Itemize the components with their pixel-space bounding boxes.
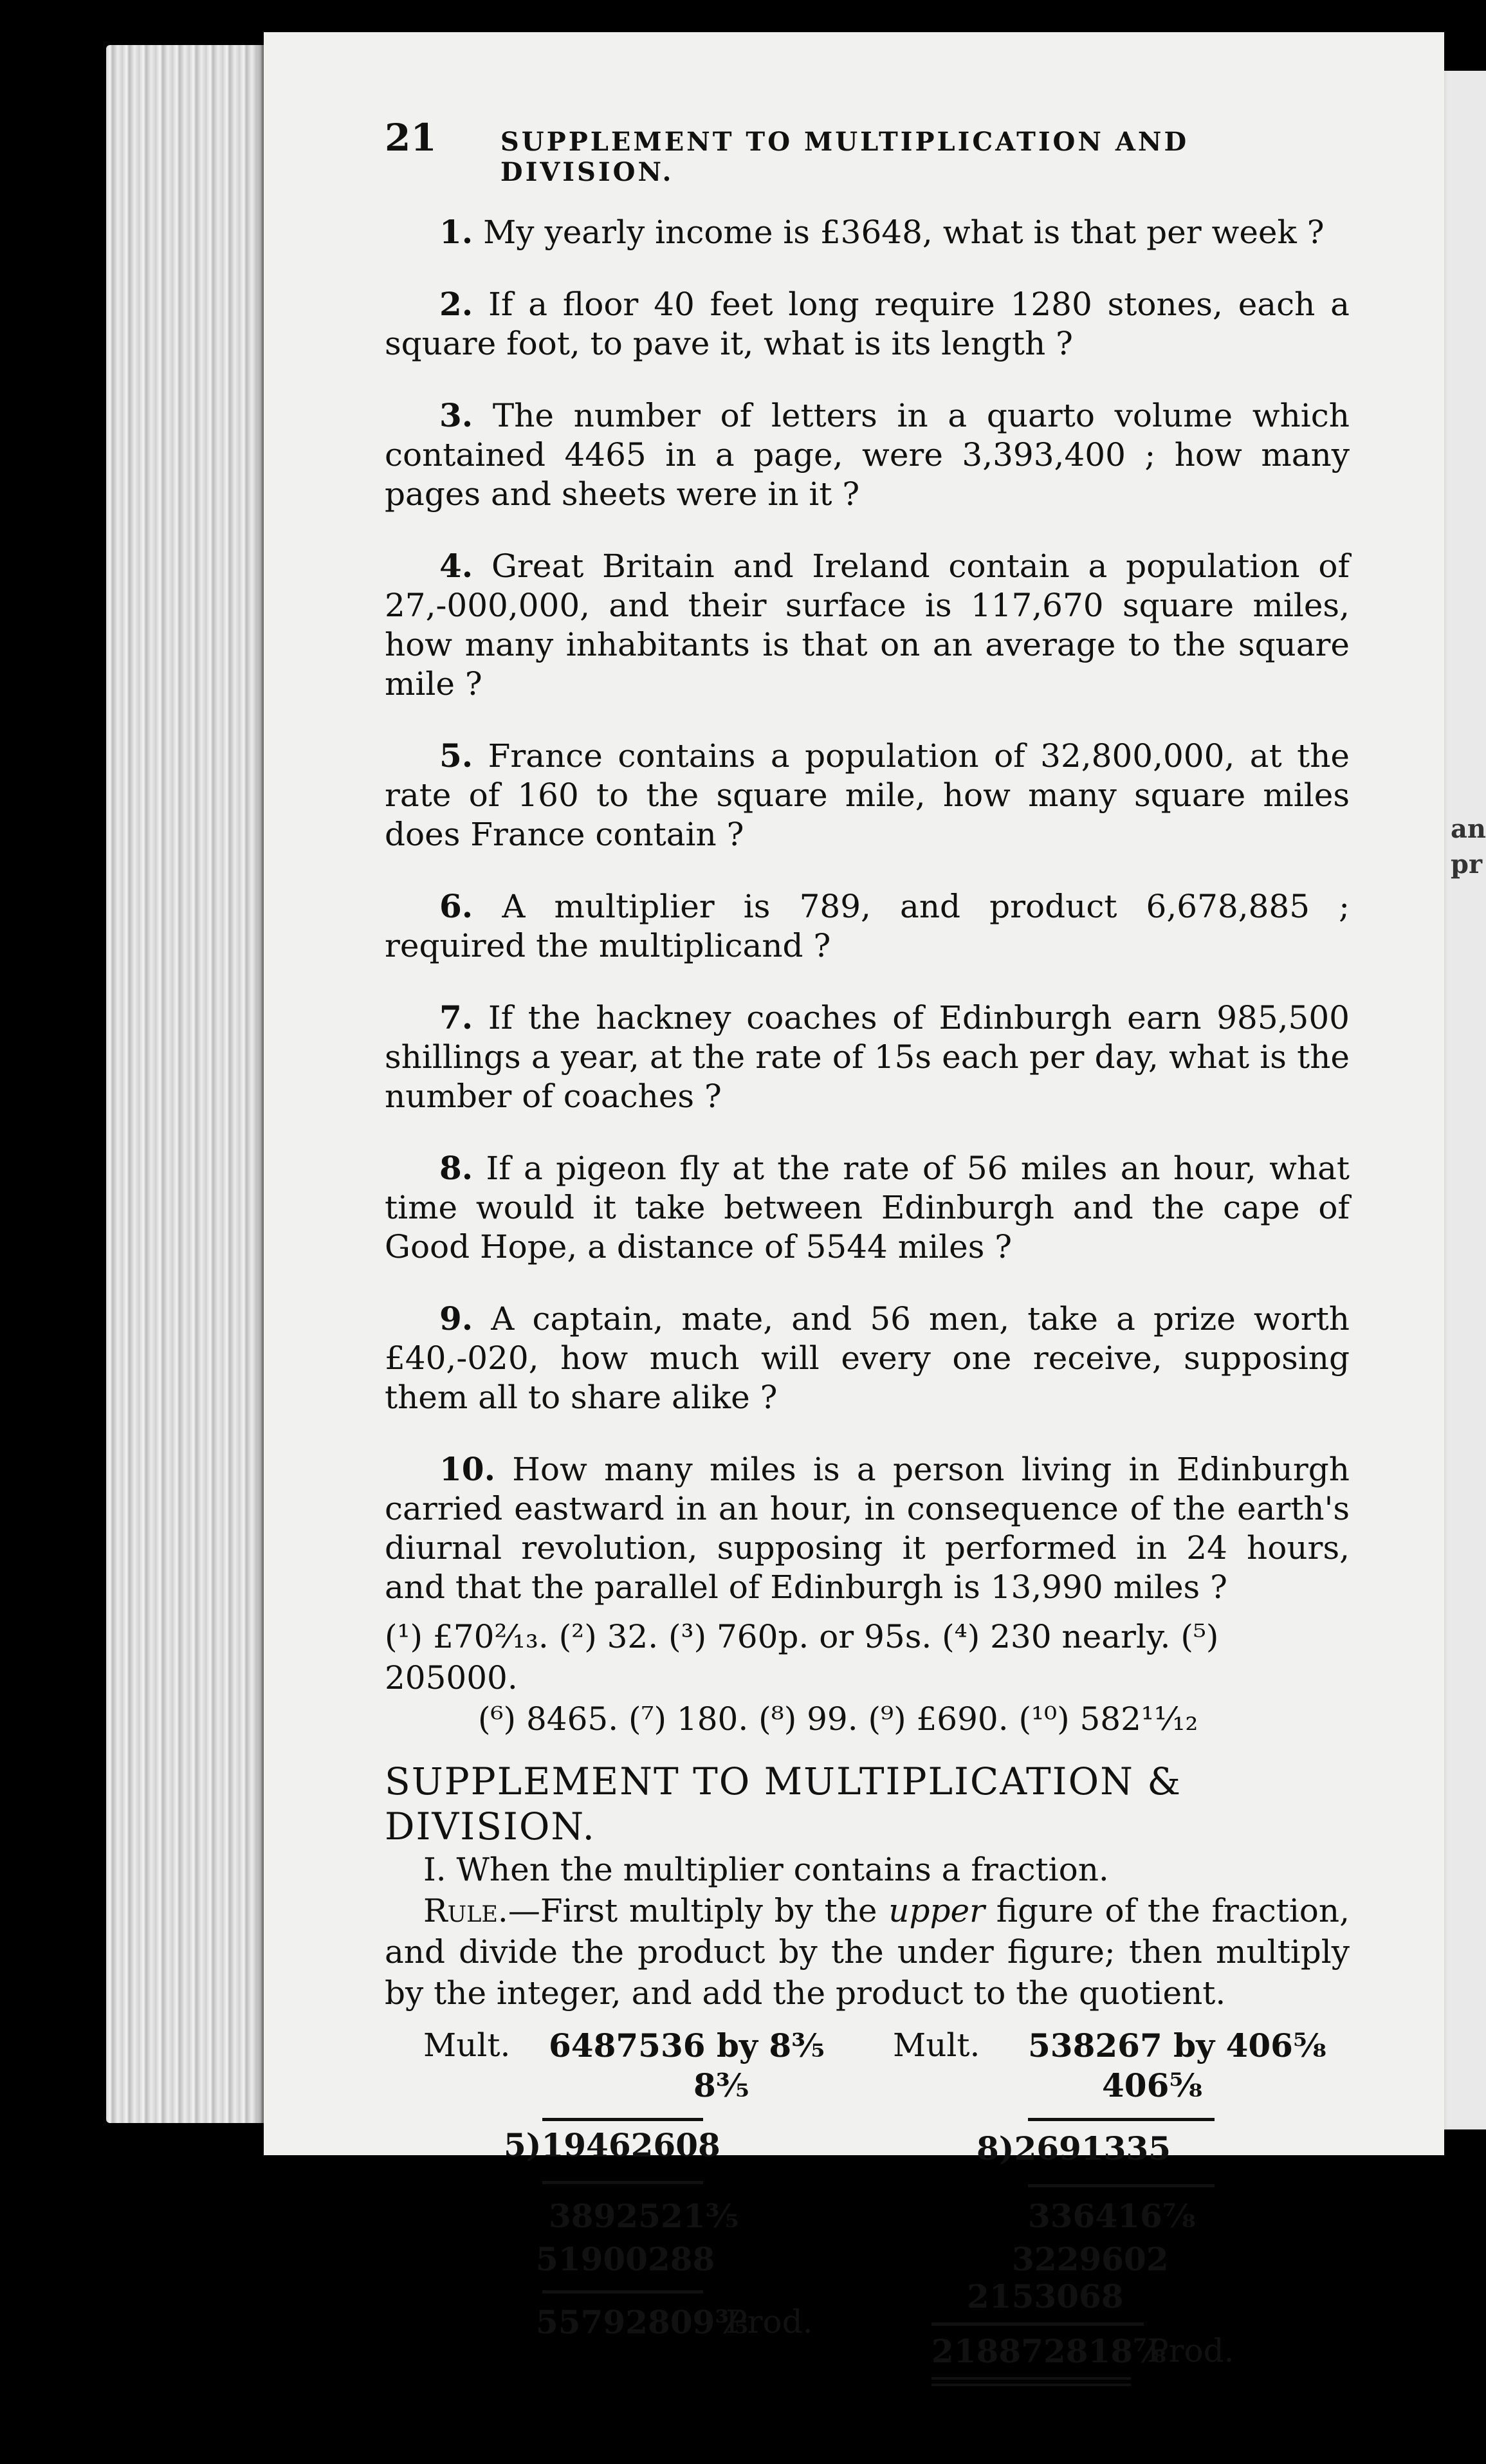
rule-line: [542, 2290, 703, 2294]
question-item: 6. A multiplier is 789, and product 6,678,885 ; required the multiplicand ?: [385, 887, 1350, 964]
answer-line: (⁶) 8465. (⁷) 180. (⁸) 99. (⁹) £690. (¹⁰) 582¹¹⁄₁₂: [478, 1700, 1198, 1738]
question-item: 7. If the hackney coaches of Edinburgh earn 985,500 shillings a year, at the rate of 15s each per day, what is the number of coaches ?: [385, 998, 1350, 1115]
question-item: 2. If a floor 40 feet long require 1280 stones, each a square foot, to pave it, what is its length ?: [385, 285, 1350, 362]
example-quotient: 3892521³⁄₅: [549, 2197, 739, 2235]
example-quotient: 336416⁷⁄₈: [1028, 2197, 1196, 2235]
question-item: 5. France contains a population of 32,800,000, at the rate of 160 to the square mile, how many square miles does France contain ?: [385, 737, 1350, 853]
worked-examples: [385, 2014, 1350, 2464]
question-list: [385, 212, 1350, 1607]
example-product: 218872818⁷⁄₈: [931, 2332, 1167, 2370]
rule-line: [542, 2181, 703, 2184]
rule-paragraph: Rule.—First multiply by the upper figure of the fraction, and divide the product by the under figure; then multiply by the integer, and add the product to the quotient.: [385, 1892, 1350, 2012]
example-division: 8)2691335: [977, 2129, 1171, 2167]
emphasis-text: upper: [888, 1892, 985, 1929]
example-statement: 6487536 by 8³⁄₅: [549, 2027, 825, 2064]
prod-label: Prod.: [1147, 2332, 1234, 2369]
example-partial: 3229602: [1012, 2240, 1169, 2278]
example-statement: 538267 by 406⁵⁄₈: [1028, 2027, 1327, 2064]
page-content: [385, 116, 1350, 2464]
example-multiplier: 8³⁄₅: [693, 2066, 749, 2104]
question-item: 3. The number of letters in a quarto volume which contained 4465 in a page, were 3,393,400 ; how many pages and sheets were in it ?: [385, 396, 1350, 513]
question-item: 1. My yearly income is £3648, what is that per week ?: [439, 213, 1325, 251]
example-division: 5)19462608: [504, 2126, 720, 2164]
rule-line: [542, 2118, 703, 2121]
answer-key: [385, 1616, 1350, 1740]
running-head: SUPPLEMENT TO MULTIPLICATION AND DIVISION.: [500, 127, 1189, 187]
facing-page-fragment: pr: [1451, 849, 1483, 879]
example-product: 55792809³⁄₅: [536, 2303, 749, 2341]
rule-line: [1028, 2184, 1215, 2187]
question-item: 9. A captain, mate, and 56 men, take a prize worth £40,-020, how much will every one receive, supposing them all to share alike ?: [385, 1300, 1350, 1416]
example-multiplier: 406⁵⁄₈: [1102, 2066, 1203, 2104]
section-subhead: I. When the multiplier contains a fraction.: [423, 1851, 1109, 1888]
section-title: SUPPLEMENT TO MULTIPLICATION & DIVISION.: [385, 1760, 1182, 1848]
book-fore-edge: [106, 45, 280, 2123]
example-partial: 2153068: [967, 2277, 1124, 2315]
facing-page-fragment: an: [1451, 814, 1486, 844]
rule-line: [1028, 2118, 1215, 2121]
question-item: 8. If a pigeon fly at the rate of 56 miles an hour, what time would it take between Edinburgh and the cape of Good Hope, a distance of 5544 miles ?: [385, 1149, 1350, 1265]
question-item: 4. Great Britain and Ireland contain a population of 27,-000,000, and their surface is 117,670 square miles, how many inhabitants is that on an average to the square mile ?: [385, 547, 1350, 703]
example-label: Mult.: [423, 2027, 511, 2064]
question-item: 10. How many miles is a person living in Edinburgh carried eastward in an hour, in consequence of the earth's diurnal revolution, supposing it performed in 24 hours, and that the parallel of Edinburgh is 13,990 miles ?: [385, 1450, 1350, 1606]
double-rule-line: [931, 2377, 1131, 2386]
page-header: [385, 116, 1350, 187]
rule-line: [931, 2322, 1144, 2326]
example-partial: 51900288: [536, 2240, 715, 2278]
page-number: 21: [385, 116, 437, 160]
answer-line: (¹) £70²⁄₁₃. (²) 32. (³) 760p. or 95s. (⁴) 230 nearly. (⁵) 205000.: [385, 1618, 1219, 1696]
book-page: [264, 32, 1444, 2370]
prod-label: Prod.: [726, 2303, 813, 2340]
rule-label: Rule.: [423, 1892, 508, 1929]
example-label: Mult.: [893, 2027, 980, 2064]
